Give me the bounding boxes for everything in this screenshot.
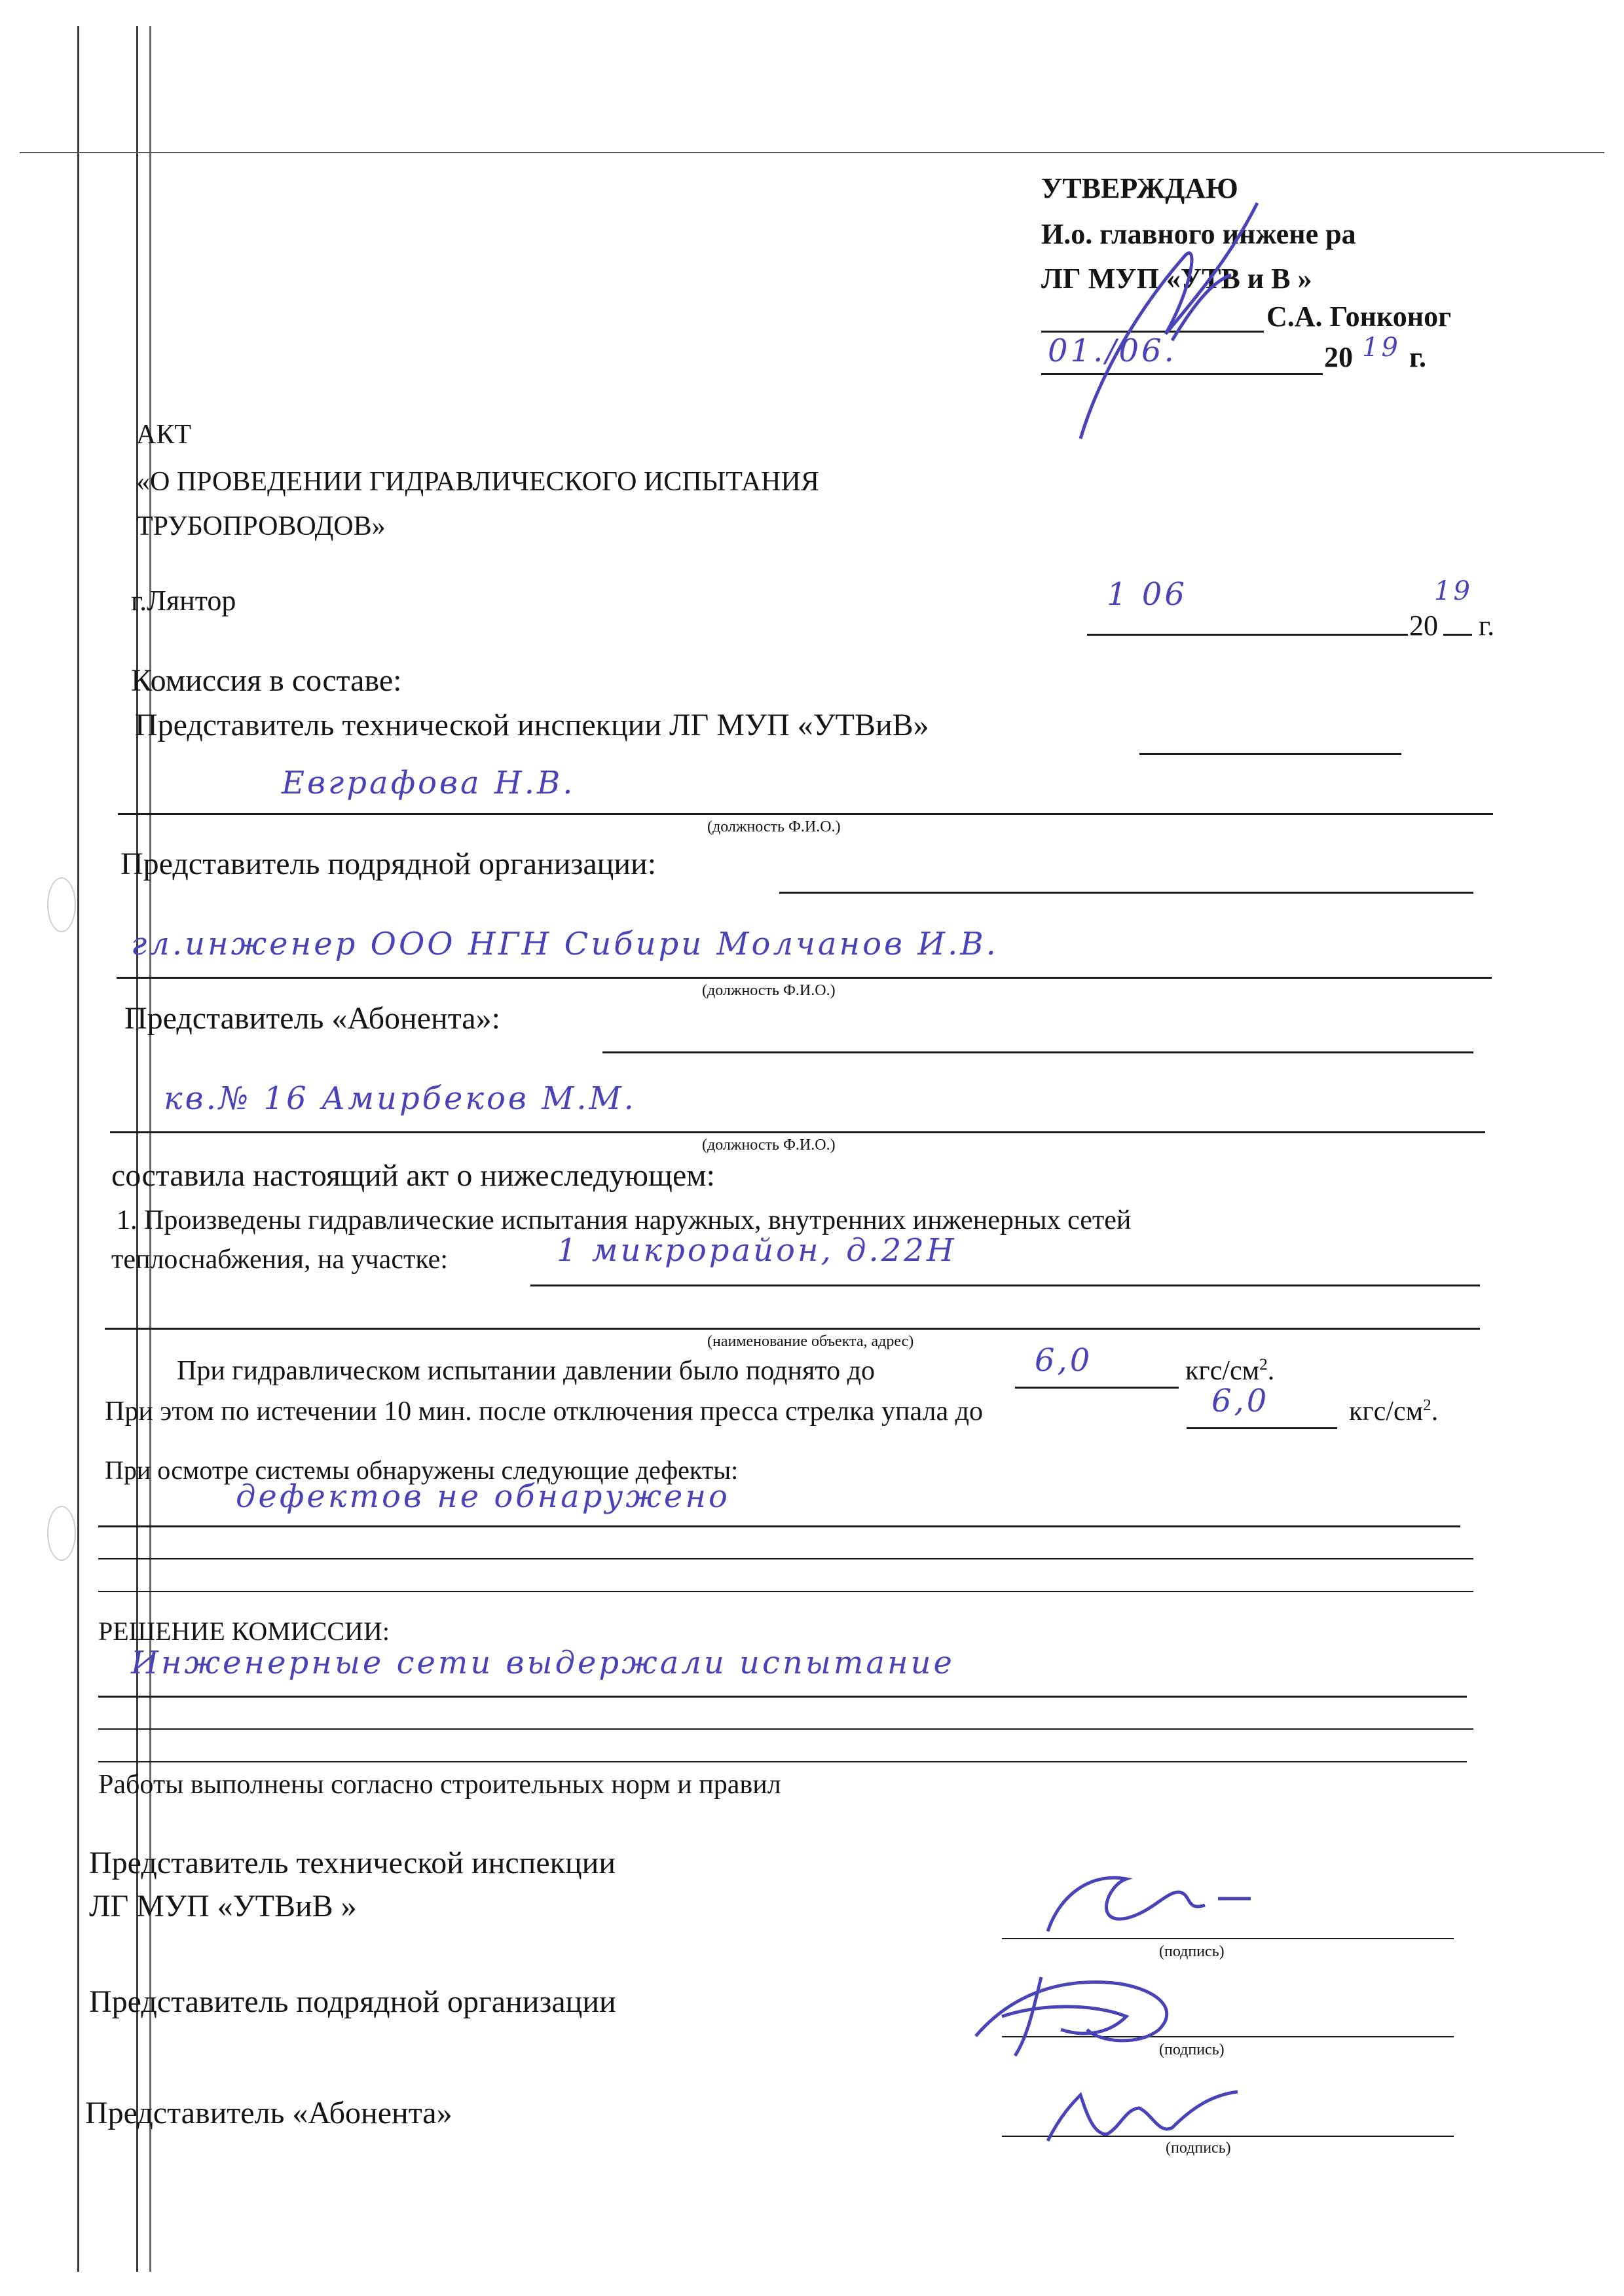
- works-note: Работы выполнены согласно строительных норм и правил: [98, 1770, 781, 1800]
- decision-label: РЕШЕНИЕ КОМИССИИ:: [98, 1616, 390, 1646]
- punch-hole: [47, 877, 76, 932]
- signature-subscriber: [1041, 2088, 1257, 2147]
- punch-hole: [47, 1506, 76, 1561]
- sign-tech-line1: Представитель технической инспекции: [89, 1846, 616, 1880]
- pressure-value2: 6,0: [1211, 1383, 1270, 1419]
- scan-margin-line: [77, 26, 79, 2272]
- approval-year-suffix: г.: [1409, 341, 1427, 373]
- caption-position-name: (должность Ф.И.О.): [702, 1137, 836, 1154]
- tech-inspection-value: Евграфова Н.В.: [282, 765, 576, 801]
- caption-signature: (подпись): [1159, 2041, 1225, 2058]
- act-year-suffix: г.: [1479, 610, 1495, 642]
- approval-title: УТВЕРЖДАЮ: [1041, 172, 1238, 204]
- contractor-line-short: [779, 892, 1473, 894]
- sign-subscriber: Представитель «Абонента»: [85, 2096, 452, 2130]
- act-year-prefix: 20: [1409, 610, 1438, 642]
- act-subtitle-line1: «О ПРОВЕДЕНИИ ГИДРАВЛИЧЕСКОГО ИСПЫТАНИЯ: [136, 467, 819, 497]
- section-line-full: [105, 1328, 1480, 1330]
- approval-year-prefix: 20: [1324, 341, 1353, 373]
- approval-signature: [1061, 177, 1336, 452]
- decision-value: Инженерные сети выдержали испытание: [131, 1645, 955, 1681]
- approval-signer: С.А. Гонконог: [1266, 301, 1452, 333]
- defects-line: [98, 1591, 1473, 1592]
- pressure-value1: 6,0: [1035, 1342, 1093, 1379]
- unit-power: 2: [1423, 1396, 1431, 1414]
- city: г.Лянтор: [131, 585, 236, 617]
- act-subtitle-line2: ТРУБОПРОВОДОВ»: [136, 511, 386, 541]
- subscriber-line-short: [602, 1051, 1473, 1053]
- caption-signature: (подпись): [1159, 1943, 1225, 1960]
- caption-object: (наименование объекта, адрес): [707, 1333, 914, 1350]
- unit-text: кгс/см: [1185, 1356, 1260, 1386]
- caption-position-name: (должность Ф.И.О.): [702, 982, 836, 999]
- approval-organization: ЛГ МУП «УТВ и В »: [1041, 263, 1312, 295]
- pressure-line1: При гидравлическом испытании давлении было поднято до: [177, 1356, 875, 1386]
- item1-line1: 1. Произведены гидравлические испытания наружных, внутренних инженерных сетей: [117, 1205, 1132, 1235]
- unit-text: кгс/см: [1349, 1396, 1424, 1427]
- caption-signature: (подпись): [1166, 2140, 1231, 2157]
- signature-contractor: [963, 1964, 1211, 2062]
- sign-contractor: Представитель подрядной организации: [89, 1984, 616, 2019]
- subscriber-line: [110, 1131, 1485, 1133]
- act-title: АКТ: [136, 420, 191, 450]
- compiled-statement: составила настоящий акт о нижеследующем:: [111, 1158, 715, 1193]
- pressure-line2: При этом по истечении 10 мин. после отключения пресса стрелка упала до: [105, 1396, 984, 1427]
- act-date-handwritten: 1 06: [1107, 576, 1187, 613]
- pressure-value2-line: [1187, 1427, 1337, 1429]
- subscriber-value: кв.№ 16 Амирбеков М.М.: [164, 1080, 637, 1117]
- item1-line2: теплоснабжения, на участке:: [111, 1245, 448, 1275]
- decision-line: [98, 1728, 1473, 1730]
- tech-inspection-label: Представитель технической инспекции ЛГ МУП «УТВиВ»: [135, 708, 929, 742]
- subscriber-label: Представитель «Абонента»:: [124, 1001, 500, 1036]
- section-value: 1 микрорайон, д.22Н: [557, 1232, 957, 1269]
- pressure-unit2: кгс/$см^2$.: [1349, 1396, 1439, 1427]
- contractor-line: [117, 977, 1492, 979]
- approval-position: И.о. главного инжене ра: [1041, 218, 1356, 250]
- act-year-line: [1443, 634, 1472, 636]
- contractor-label: Представитель подрядной организации:: [120, 847, 657, 881]
- pressure-unit1: кгс/$см^2$.: [1185, 1356, 1275, 1386]
- pressure-value1-line: [1015, 1387, 1179, 1389]
- approval-date-handwritten: 01./06.: [1048, 333, 1177, 369]
- scan-top-rule: [20, 152, 1604, 153]
- defects-line: [98, 1558, 1473, 1559]
- tech-inspection-line-short: [1139, 753, 1401, 755]
- defects-value: дефектов не обнаружено: [236, 1478, 730, 1515]
- sign-tech-line2: ЛГ МУП «УТВиВ »: [89, 1889, 357, 1923]
- unit-power: 2: [1259, 1356, 1268, 1374]
- scan-margin-line: [136, 26, 138, 2272]
- decision-line: [98, 1761, 1467, 1762]
- section-line: [530, 1285, 1480, 1286]
- approval-year-handwritten: 19: [1362, 333, 1401, 363]
- defects-label: При осмотре системы обнаружены следующие дефекты:: [105, 1455, 739, 1485]
- tech-inspection-line: [118, 813, 1493, 815]
- defects-line: [98, 1525, 1460, 1527]
- commission-heading: Комиссия в составе:: [131, 663, 402, 698]
- caption-position-name: (должность Ф.И.О.): [707, 818, 841, 835]
- decision-line: [98, 1696, 1467, 1698]
- signature-tech: [1035, 1853, 1270, 1944]
- contractor-value: гл.инженер ООО НГН Сибири Молчанов И.В.: [131, 926, 999, 962]
- act-year-handwritten: 19: [1434, 576, 1473, 606]
- scan-margin-line: [149, 26, 151, 2272]
- date-line: [1087, 634, 1408, 636]
